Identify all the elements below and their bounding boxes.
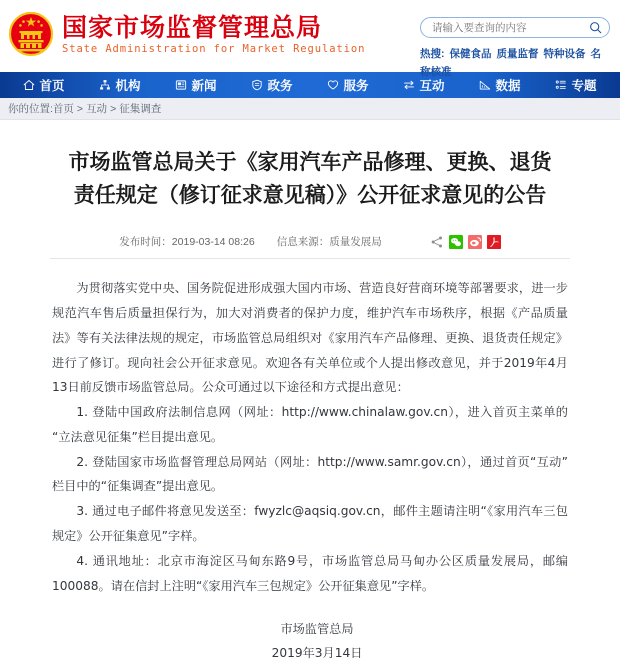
brand-title-cn: 国家市场监督管理总局 (62, 12, 323, 42)
nav-label-home: 首页 (39, 79, 65, 93)
breadcrumb-item-1[interactable]: 互动 (86, 103, 108, 115)
nav-label-topics: 专题 (571, 79, 597, 93)
share-group (430, 235, 501, 249)
nav-item-service[interactable] (310, 72, 386, 98)
nav-label-interaction: 互动 (419, 79, 445, 93)
hot-search-item-1[interactable]: 质量监督 (496, 48, 539, 60)
signature-org: 市场监管总局 (280, 622, 354, 637)
hot-search-item-2[interactable]: 特种设备 (543, 48, 586, 60)
nav-label-government-affairs: 政务 (267, 79, 293, 93)
page-content (0, 120, 620, 666)
nav-label-service: 服务 (343, 79, 369, 93)
news-icon (175, 79, 187, 91)
org-chart-icon (99, 79, 111, 91)
publish-time-value: 2019-03-14 08:26 (171, 236, 255, 249)
nav-item-government-affairs[interactable] (234, 72, 310, 98)
wechat-icon[interactable] (449, 235, 463, 249)
nav-label-news: 新闻 (191, 79, 217, 93)
article-source (277, 234, 382, 249)
nav-item-home[interactable] (6, 72, 82, 98)
breadcrumb (0, 98, 620, 120)
heart-icon (327, 79, 339, 91)
signature-date: 2019年3月14日 (271, 646, 363, 661)
hot-search-label: 热搜: (420, 48, 445, 60)
header-utilities (420, 17, 610, 82)
nav-item-organization[interactable] (82, 72, 158, 98)
pdf-icon[interactable] (487, 235, 501, 249)
exchange-icon (403, 79, 415, 91)
article-body (52, 276, 568, 598)
breadcrumb-prefix: 你的位置: (8, 103, 53, 115)
article-meta (18, 234, 602, 249)
article-paragraph-1: 1. 登陆中国政府法制信息网（网址：http://www.chinalaw.gov.cn），进入首页主菜单的“立法意见征集”栏目提出意见。 (52, 405, 568, 444)
breadcrumb-item-0[interactable]: 首页 (52, 103, 74, 115)
brand-title-en: State Administration for Market Regulation (62, 42, 366, 55)
search-box[interactable] (420, 17, 610, 38)
home-icon (23, 79, 35, 91)
breadcrumb-separator-1: > (110, 102, 117, 115)
nav-label-organization: 机构 (115, 79, 141, 93)
article-paragraph-4: 4. 通讯地址：北京市海淀区马甸东路9号，市场监管总局马甸办公区质量发展局，邮编100088。请在信封上注明“《家用汽车三包规定》公开征集意见”字样。 (52, 553, 568, 593)
hot-search-item-3[interactable]: 名称核准 (420, 48, 601, 79)
nav-item-news[interactable] (158, 72, 234, 98)
article (18, 120, 602, 666)
site-header (0, 0, 620, 79)
shield-icon (251, 79, 263, 91)
article-source-value: 质量发展局 (329, 236, 382, 249)
article-paragraph-3: 3. 通过电子邮件将意见发送至：fwyzlc@aqsiq.gov.cn，邮件主题请注明“《家用汽车三包规定》公开征集意见”字样。 (52, 504, 568, 543)
publish-time (119, 234, 254, 249)
site-brand[interactable] (0, 0, 365, 59)
search-input[interactable] (421, 18, 609, 37)
article-source-label: 信息来源： (276, 236, 330, 249)
share-icon[interactable] (430, 235, 444, 249)
meta-divider (50, 258, 570, 259)
weibo-icon[interactable] (468, 235, 482, 249)
article-paragraph-2: 2. 登陆国家市场监督管理总局网站（网址：http://www.samr.gov.cn），通过首页“互动”栏目中的“征集调查”提出意见。 (52, 454, 568, 494)
page-title: 市场监管总局关于《家用汽车产品修理、更换、退货责任规定（修订征求意见稿）》公开征求意见的公告 (68, 150, 552, 208)
breadcrumb-separator-0: > (76, 102, 84, 115)
publish-time-label: 发布时间： (119, 236, 172, 249)
article-signature (18, 618, 602, 666)
search-icon[interactable] (588, 21, 602, 35)
hot-search-row (420, 45, 610, 82)
nav-label-data: 数据 (495, 79, 521, 93)
article-paragraph-0: 为贯彻落实党中央、国务院促进形成强大国内市场、营造良好营商环境等部署要求，进一步规范汽车售后质量担保行为，加大对消费者的保护力度，维护汽车市场秩序，根据《产品质量法》等有关法律法规的规定，市场监管总局组织对《家用汽车产品修理、更换、退货责任规定》进行了修订。现向社会公开征求意见。欢迎各有关单位或个人提出修改意见，并于2019年4月13日前反馈市场监管总局。公众可通过以下途径和方式提出意见： (52, 281, 568, 395)
national-emblem-icon (8, 9, 54, 59)
breadcrumb-item-2[interactable]: 征集调查 (119, 103, 162, 115)
hot-search-item-0[interactable]: 保健食品 (449, 48, 492, 60)
